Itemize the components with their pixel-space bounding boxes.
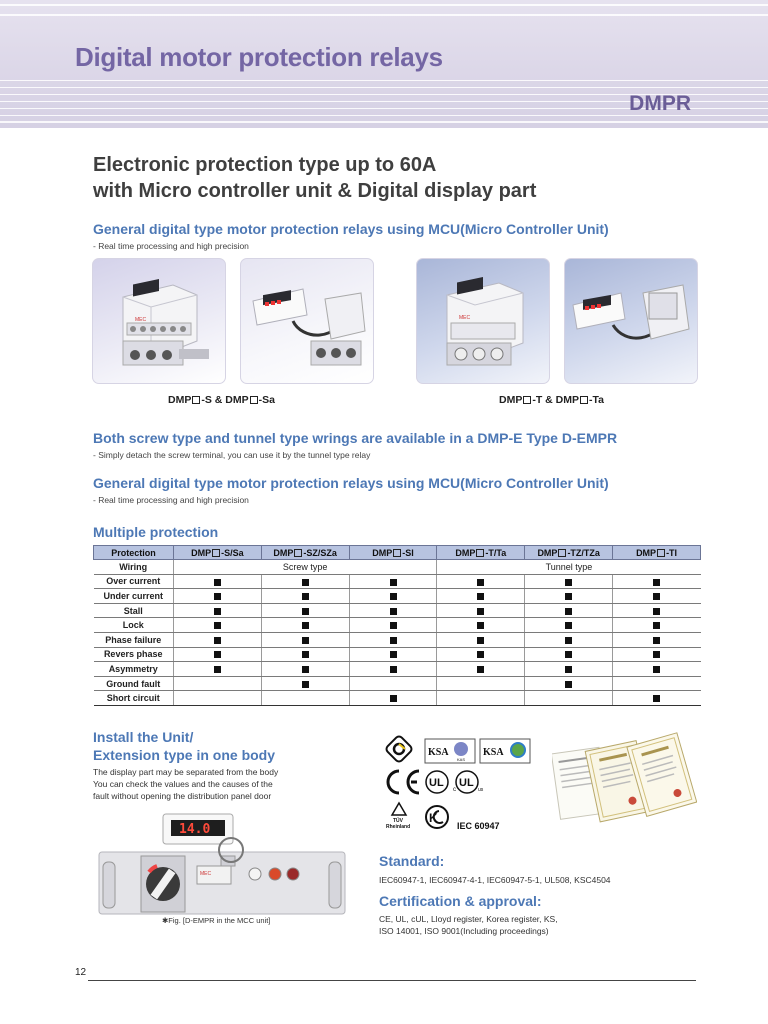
- check-square-icon: [477, 622, 484, 629]
- ksa-label: KSA: [483, 747, 504, 758]
- table-cell: [613, 603, 701, 618]
- check-square-icon: [302, 681, 309, 688]
- header-band: [0, 0, 768, 128]
- svg-text:UL: UL: [459, 777, 474, 789]
- table-cell: [173, 589, 261, 604]
- check-square-icon: [565, 666, 572, 673]
- main-heading: [93, 152, 536, 204]
- caption-text: DMP: [499, 394, 523, 406]
- check-square-icon: [477, 579, 484, 586]
- table-row: [94, 647, 701, 662]
- table-cell: [349, 632, 437, 647]
- placeholder-box-icon: [523, 396, 531, 404]
- table-cell: [261, 676, 349, 691]
- table-cell: [525, 691, 613, 706]
- row-label: Phase failure: [94, 632, 174, 647]
- caption-tunnel-type: [499, 394, 604, 406]
- standard-heading: Standard:: [379, 853, 445, 869]
- table-cell: [261, 632, 349, 647]
- check-square-icon: [390, 608, 397, 615]
- check-square-icon: [390, 666, 397, 673]
- header-stripe: [0, 80, 768, 81]
- figure-caption: ✱Fig. [D-EMPR in the MCC unit]: [162, 916, 271, 925]
- check-square-icon: [214, 666, 221, 673]
- check-square-icon: [214, 637, 221, 644]
- table-cell: [261, 691, 349, 706]
- table-cell: [349, 647, 437, 662]
- header-stripe: [0, 4, 768, 6]
- check-square-icon: [477, 593, 484, 600]
- table-header-cell: [525, 546, 613, 560]
- row-label: Wiring: [94, 560, 174, 575]
- table-row: [94, 574, 701, 589]
- install-text-line: The display part may be separated from the body: [93, 767, 279, 777]
- model-suffix: -TZ/TZa: [567, 547, 600, 558]
- check-square-icon: [302, 593, 309, 600]
- row-label: Ground fault: [94, 676, 174, 691]
- iec-label: IEC 60947: [457, 821, 500, 831]
- table-cell: [261, 603, 349, 618]
- model-prefix: DMP: [537, 547, 558, 558]
- model-prefix: DMP: [455, 547, 476, 558]
- product-code: DMPR: [629, 92, 691, 115]
- table-cell: [613, 691, 701, 706]
- certificate-documents-image: [552, 730, 697, 835]
- model-prefix: DMP: [636, 547, 657, 558]
- table-cell: [261, 647, 349, 662]
- table-cell: [261, 589, 349, 604]
- tuv-label: TÜV: [393, 818, 403, 824]
- table-cell: [613, 618, 701, 633]
- main-heading-line1: Electronic protection type up to 60A: [93, 154, 437, 176]
- section1-heading: General digital type motor protection relays using MCU(Micro Controller Unit): [93, 221, 609, 237]
- check-square-icon: [565, 651, 572, 658]
- placeholder-box-icon: [250, 396, 258, 404]
- product-photo-screw-extension: [240, 258, 374, 384]
- table-cell: [613, 632, 701, 647]
- ksa-label: KSA: [428, 747, 449, 758]
- certification-text: [379, 913, 558, 937]
- model-prefix: DMP: [191, 547, 212, 558]
- table-cell: [261, 662, 349, 677]
- svg-text:UL: UL: [429, 777, 444, 789]
- section2-heading: Both screw type and tunnel type wrings are available in a DMP-E Type D-EMPR: [93, 430, 618, 446]
- install-heading-line1: Install the Unit/: [93, 729, 194, 745]
- table-cell: [437, 574, 525, 589]
- table-cell: [437, 589, 525, 604]
- table-row: [94, 618, 701, 633]
- table-cell: [437, 662, 525, 677]
- table-cell: [525, 647, 613, 662]
- standard-text: IEC60947-1, IEC60947-4-1, IEC60947-5-1, UL508, KSC4504: [379, 875, 611, 885]
- table-cell: [349, 603, 437, 618]
- table-cell: [173, 574, 261, 589]
- cul-mark-icon: [453, 771, 484, 793]
- table-cell: [349, 676, 437, 691]
- check-square-icon: [390, 593, 397, 600]
- table-cell: [437, 603, 525, 618]
- model-suffix: -S/Sa: [221, 547, 244, 558]
- check-square-icon: [302, 651, 309, 658]
- caption-text: DMP: [168, 394, 192, 406]
- section2-note: - Simply detach the screw terminal, you can use it by the tunnel type relay: [93, 450, 371, 460]
- install-text-line: fault without opening the distribution panel door: [93, 791, 272, 801]
- check-square-icon: [477, 637, 484, 644]
- table-cell: [437, 618, 525, 633]
- svg-text:K: K: [429, 811, 438, 825]
- ks-mark-icon: [385, 735, 413, 763]
- check-square-icon: [302, 608, 309, 615]
- placeholder-box-icon: [294, 549, 302, 557]
- placeholder-box-icon: [558, 549, 566, 557]
- kc-mark-icon: [426, 806, 448, 828]
- table-cell: [613, 574, 701, 589]
- check-square-icon: [565, 579, 572, 586]
- ul-mark-icon: [426, 771, 448, 793]
- certification-heading: Certification & approval:: [379, 893, 542, 909]
- table-header-cell: [261, 546, 349, 560]
- protection-table: [93, 545, 701, 706]
- table-header-row: [94, 546, 701, 560]
- check-square-icon: [214, 593, 221, 600]
- table-cell: [437, 647, 525, 662]
- model-prefix: DMP: [273, 547, 294, 558]
- caption-text: -Ta: [589, 394, 604, 406]
- row-label: Asymmetry: [94, 662, 174, 677]
- check-square-icon: [302, 579, 309, 586]
- table-row: [94, 662, 701, 677]
- svg-text:MEC: MEC: [135, 317, 147, 323]
- wiring-screw-type: Screw type: [173, 560, 437, 575]
- table-row-wiring: [94, 560, 701, 575]
- table-cell: [349, 662, 437, 677]
- table-cell: [173, 618, 261, 633]
- main-heading-line2: with Micro controller unit & Digital display part: [93, 180, 537, 202]
- check-square-icon: [390, 579, 397, 586]
- check-square-icon: [653, 622, 660, 629]
- model-suffix: -TI: [666, 547, 678, 558]
- check-square-icon: [390, 622, 397, 629]
- caption-text: -T & DMP: [532, 394, 580, 406]
- check-square-icon: [565, 593, 572, 600]
- table-cell: [261, 618, 349, 633]
- table-row: [94, 676, 701, 691]
- table-cell: [525, 676, 613, 691]
- table-cell: [613, 662, 701, 677]
- table-row: [94, 632, 701, 647]
- table-cell: [437, 632, 525, 647]
- check-square-icon: [390, 637, 397, 644]
- check-square-icon: [302, 622, 309, 629]
- header-stripe: [0, 87, 768, 88]
- check-square-icon: [565, 608, 572, 615]
- product-photo-tunnel-type: [416, 258, 550, 384]
- table-cell: [173, 632, 261, 647]
- table-header-cell: [613, 546, 701, 560]
- check-square-icon: [653, 695, 660, 702]
- mcc-unit-figure: [97, 812, 347, 916]
- svg-text:MEC: MEC: [200, 871, 212, 877]
- check-square-icon: [653, 666, 660, 673]
- model-suffix: -SZ/SZa: [303, 547, 337, 558]
- certification-logos: [385, 735, 545, 835]
- svg-text:MEC: MEC: [459, 315, 471, 321]
- check-square-icon: [565, 637, 572, 644]
- check-square-icon: [302, 666, 309, 673]
- table-cell: [525, 662, 613, 677]
- table-cell: [613, 676, 701, 691]
- table-cell: [437, 691, 525, 706]
- table-cell: [349, 574, 437, 589]
- table-cell: [613, 647, 701, 662]
- table-cell: [525, 603, 613, 618]
- product-photo-screw-type: [92, 258, 226, 384]
- row-label: Stall: [94, 603, 174, 618]
- table-cell: [613, 589, 701, 604]
- check-square-icon: [565, 681, 572, 688]
- check-square-icon: [214, 622, 221, 629]
- table-cell: [173, 676, 261, 691]
- check-square-icon: [653, 651, 660, 658]
- product-photo-tunnel-extension: [564, 258, 698, 384]
- placeholder-box-icon: [657, 549, 665, 557]
- row-label: Revers phase: [94, 647, 174, 662]
- model-suffix: -SI: [402, 547, 414, 558]
- table-header-cell: [349, 546, 437, 560]
- check-square-icon: [477, 651, 484, 658]
- table-cell: [173, 662, 261, 677]
- footer-rule: [88, 980, 696, 981]
- kas-label: KAS: [457, 757, 466, 762]
- check-square-icon: [653, 608, 660, 615]
- model-suffix: -T/Ta: [485, 547, 507, 558]
- section3-note: - Real time processing and high precision: [93, 495, 249, 505]
- table-header-cell: [173, 546, 261, 560]
- table-cell: [349, 589, 437, 604]
- placeholder-box-icon: [476, 549, 484, 557]
- caption-screw-type: [168, 394, 275, 406]
- table-cell: [525, 632, 613, 647]
- check-square-icon: [477, 666, 484, 673]
- check-square-icon: [653, 593, 660, 600]
- table-cell: [525, 589, 613, 604]
- table-cell: [173, 603, 261, 618]
- check-square-icon: [302, 637, 309, 644]
- table-cell: [261, 574, 349, 589]
- certification-line: ISO 14001, ISO 9001(Including proceedings): [379, 926, 549, 936]
- caption-text: -Sa: [258, 394, 275, 406]
- svg-text:us: us: [478, 787, 484, 793]
- ce-mark-icon: [388, 771, 419, 793]
- table-cell: [173, 647, 261, 662]
- section1-note: - Real time processing and high precision: [93, 241, 249, 251]
- install-heading-line2: Extension type in one body: [93, 747, 276, 763]
- row-label: Under current: [94, 589, 174, 604]
- svg-text:c: c: [453, 787, 456, 793]
- table-row: [94, 589, 701, 604]
- install-text-line: You can check the values and the causes of the: [93, 779, 273, 789]
- header-stripe: [0, 14, 768, 16]
- tuv-rheinland-logo-icon: [386, 803, 410, 830]
- install-heading: [93, 728, 275, 764]
- placeholder-box-icon: [580, 396, 588, 404]
- page-title: Digital motor protection relays: [75, 42, 443, 72]
- check-square-icon: [653, 579, 660, 586]
- table-cell: [173, 691, 261, 706]
- table-row: [94, 691, 701, 706]
- caption-text: -S & DMP: [201, 394, 249, 406]
- table-header-cell: Protection: [94, 546, 174, 560]
- ksa-kas-logo-icon: [425, 739, 475, 763]
- certification-line: CE, UL, cUL, Lloyd register, Korea register, KS,: [379, 914, 558, 924]
- check-square-icon: [390, 695, 397, 702]
- model-prefix: DMP: [372, 547, 393, 558]
- table-row: [94, 603, 701, 618]
- table-header-cell: [437, 546, 525, 560]
- table-cell: [349, 691, 437, 706]
- placeholder-box-icon: [212, 549, 220, 557]
- table-cell: [525, 618, 613, 633]
- check-square-icon: [565, 622, 572, 629]
- header-stripe: [0, 121, 768, 123]
- table-cell: [525, 574, 613, 589]
- row-label: Over current: [94, 574, 174, 589]
- check-square-icon: [653, 637, 660, 644]
- page-number: 12: [75, 967, 87, 978]
- ksa-globe-logo-icon: [480, 739, 530, 763]
- section3-heading: General digital type motor protection relays using MCU(Micro Controller Unit): [93, 475, 609, 491]
- install-description: [93, 766, 278, 802]
- row-label: Lock: [94, 618, 174, 633]
- check-square-icon: [477, 608, 484, 615]
- wiring-tunnel-type: Tunnel type: [437, 560, 701, 575]
- placeholder-box-icon: [192, 396, 200, 404]
- tuv-rheinland-label: Rheinland: [386, 824, 411, 830]
- display-readout: 14.0: [179, 822, 211, 837]
- placeholder-box-icon: [393, 549, 401, 557]
- row-label: Short circuit: [94, 691, 174, 706]
- protection-heading: Multiple protection: [93, 524, 219, 540]
- table-cell: [437, 676, 525, 691]
- check-square-icon: [214, 651, 221, 658]
- check-square-icon: [214, 608, 221, 615]
- table-cell: [349, 618, 437, 633]
- check-square-icon: [214, 579, 221, 586]
- check-square-icon: [390, 651, 397, 658]
